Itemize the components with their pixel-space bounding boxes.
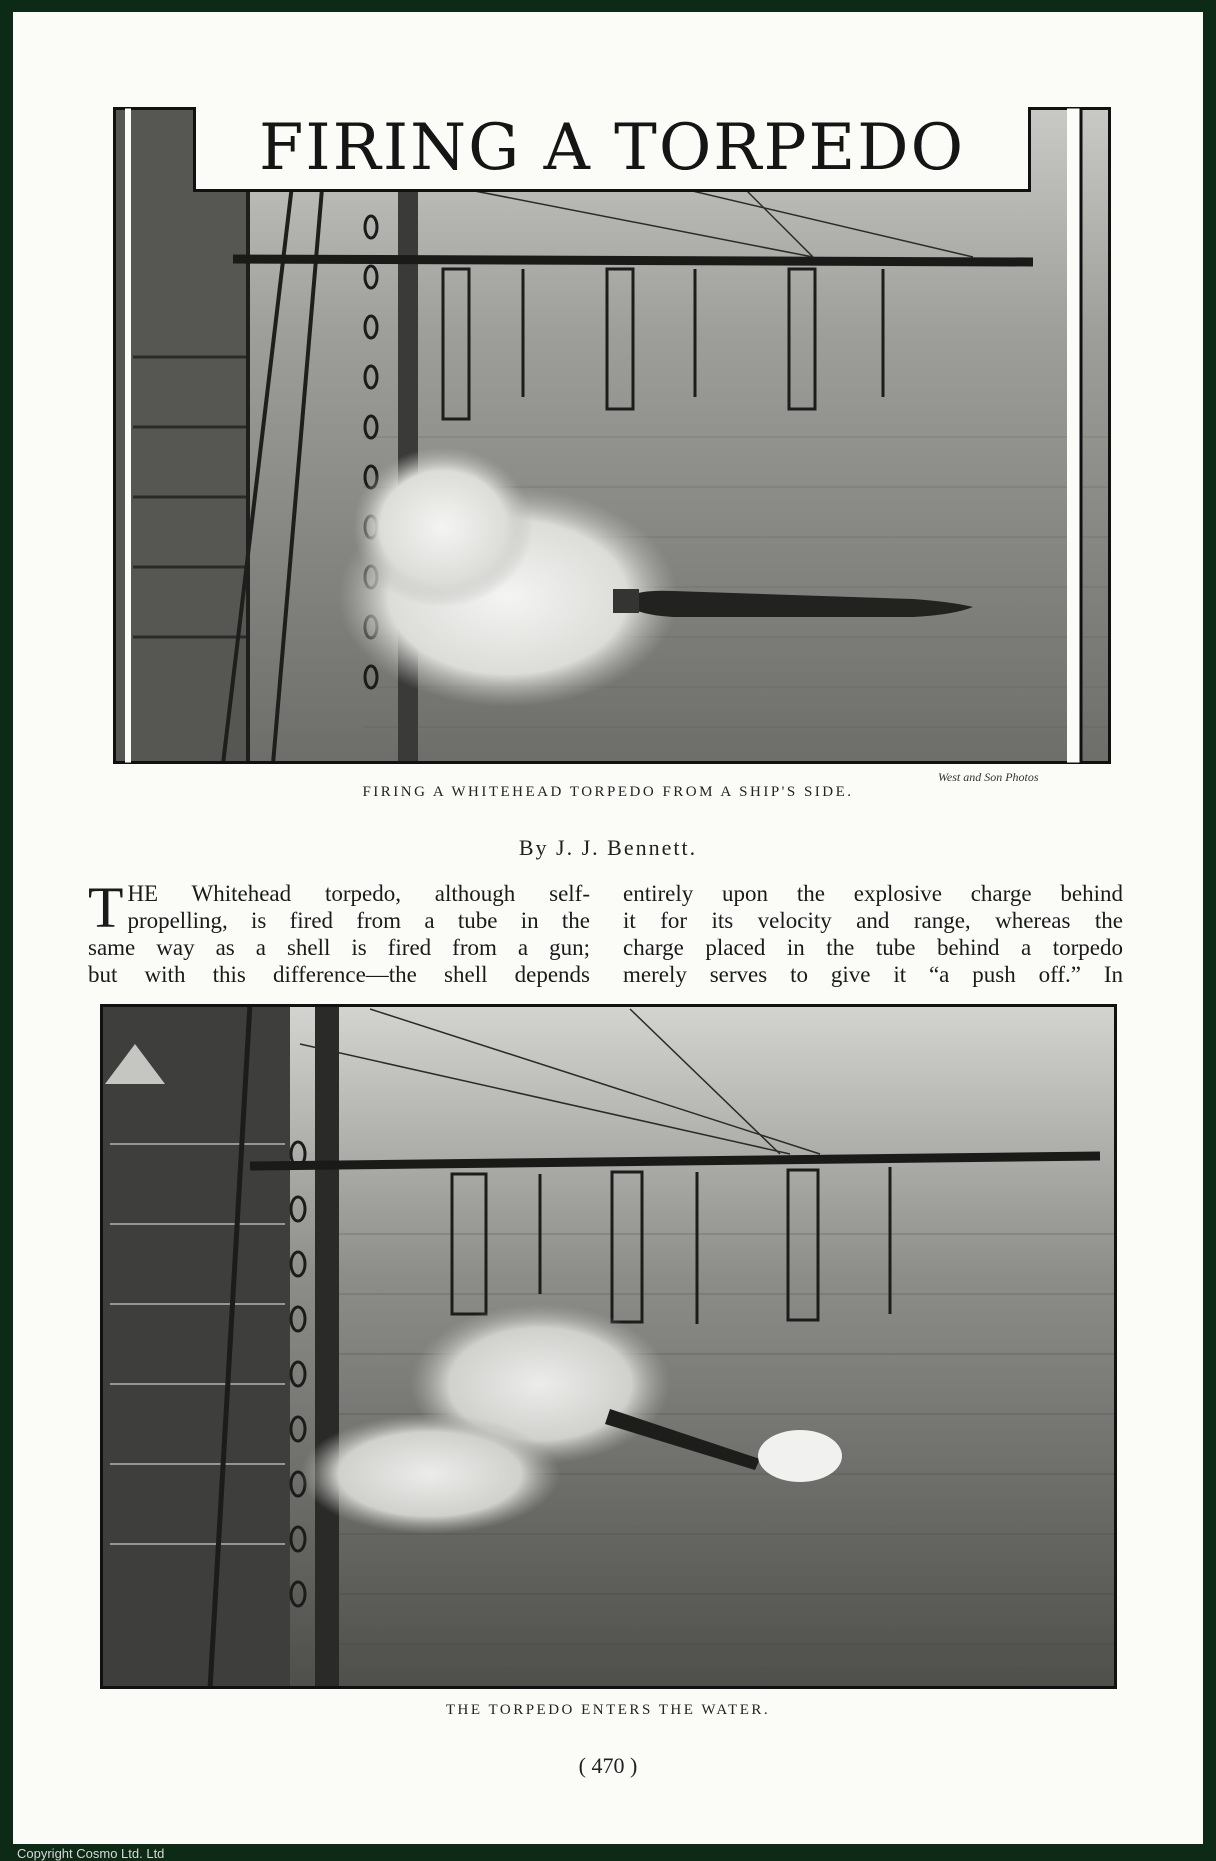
page-number: ( 470 ) [578, 1753, 638, 1778]
photo-torpedo-firing [113, 107, 1111, 764]
photo2-caption: THE TORPEDO ENTERS THE WATER. [445, 1702, 771, 1718]
body-line: it for its velocity and range, whereas the [623, 908, 1123, 933]
drop-cap: T [88, 875, 124, 940]
body-line: charge placed in the tube behind a torpedo [623, 935, 1123, 960]
body-column-1 [88, 875, 590, 988]
body-column-2 [623, 880, 1123, 988]
photo-credit: West and Son Photos [938, 770, 1039, 784]
photo1-caption: FIRING A WHITEHEAD TORPEDO FROM A SHIP'S SIDE. [362, 784, 854, 800]
body-line: HE Whitehead torpedo, although self- [127, 881, 590, 906]
title-box [193, 107, 1031, 192]
byline: By J. J. Bennett. [518, 835, 698, 860]
photo-torpedo-enters-water [100, 1004, 1117, 1689]
article-title: FIRING A TORPEDO [258, 111, 966, 185]
body-line: propelling, is fired from a tube in the [127, 908, 590, 933]
body-line: same way as a shell is fired from a gun; [88, 935, 590, 960]
magazine-page [13, 12, 1203, 1861]
copyright-notice: Copyright Cosmo Ltd. Ltd [17, 1846, 165, 1861]
body-line: merely serves to give it “a push off.” In [623, 962, 1123, 987]
body-line: but with this difference—the shell depends [88, 962, 590, 987]
body-line: entirely upon the explosive charge behind [623, 881, 1123, 906]
